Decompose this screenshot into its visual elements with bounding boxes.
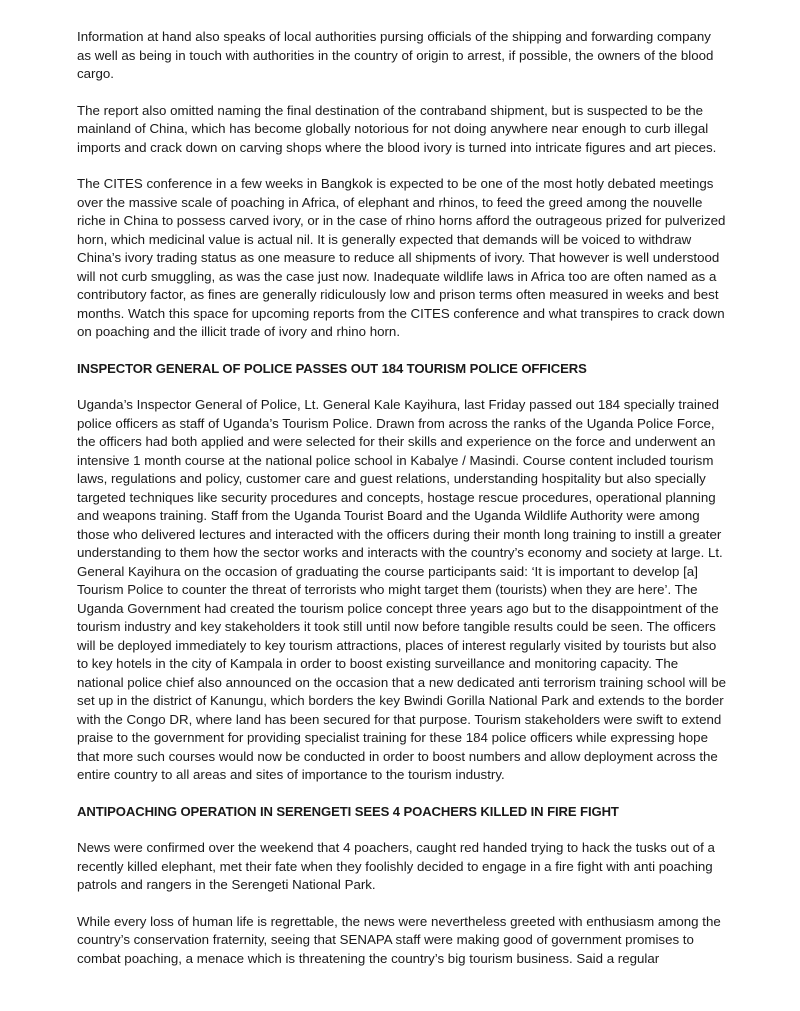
heading-serengeti-antipoaching: ANTIPOACHING OPERATION IN SERENGETI SEES 4 POACHERS KILLED IN FIRE FIGHT <box>77 803 619 819</box>
paragraph-poachers-killed: News were confirmed over the weekend that 4 poachers, caught red handed trying to hack the tusks out of a recently killed elephant, met their fate when they foolishly decided to engage in a fire fight with anti poaching patrols and rangers in the Serengeti National Park. <box>77 840 715 892</box>
document-page <box>77 28 727 986</box>
paragraph-cites-conference: The CITES conference in a few weeks in Bangkok is expected to be one of the most hotly debated meetings over the massive scale of poaching in Africa, of elephant and rhinos, to feed the greed among the nouvelle riche in China to possess carved ivory, or in the case of rhino horns afford the outrageous prized for pulverized horn, which medicinal value is actual nil. It is generally expected that demands will be voiced to withdraw China’s ivory trading status as one measure to reduce all shipments of ivory. That however is well understood will not curb smuggling, as was the case just now. Inadequate wildlife laws in Africa too are often named as a contributory factor, as fines are generally ridiculously low and prison terms often measured in weeks and best months. Watch this space for upcoming reports from the CITES conference and what transpires to crack down on poaching and the illicit trade of ivory and rhino horn. <box>77 176 726 339</box>
paragraph-final-destination: The report also omitted naming the final destination of the contraband shipment, but is suspected to be the mainland of China, which has become globally notorious for not doing anywhere near enough to curb illegal imports and crack down on carving shops where the blood ivory is turned into intricate figures and art pieces. <box>77 102 717 155</box>
paragraph-conservation-fraternity: While every loss of human life is regrettable, the news were nevertheless greeted with enthusiasm among the country’s conservation fraternity, seeing that SENAPA staff were making good of government promises to combat poaching, a menace which is threatening the country’s big tourism business. Said a regular <box>77 913 721 966</box>
heading-tourism-police: INSPECTOR GENERAL OF POLICE PASSES OUT 184 TOURISM POLICE OFFICERS <box>77 360 587 376</box>
paragraph-owners-blood-cargo: Information at hand also speaks of local authorities pursing officials of the shipping and forwarding company as well as being in touch with authorities in the country of origin to arrest, if possible, the owners of the blood cargo. <box>77 29 714 81</box>
paragraph-tourism-police: Uganda’s Inspector General of Police, Lt. General Kale Kayihura, last Friday passed out 184 specially trained police officers as staff of Uganda’s Tourism Police. Drawn from across the ranks of the Uganda Police Force, the officers had both applied and were selected for their skills and experience on the force and underwent an intensive 1 month course at the national police school in Kabalye / Masindi. Course content included tourism laws, regulations and policy, customer care and guest relations, understanding hospitality but also specially targeted techniques like security procedures and concepts, hostage rescue procedures, operational planning and weapons training. Staff from the Uganda Tourist Board and the Uganda Wildlife Authority were among those who delivered lectures and interacted with the officers during their month long training to instill a greater understanding to them how the sector works and interacts with the country’s economy and society at large. Lt. General Kayihura on the occasion of graduating the course participants said: ‘It is important to develop [a] Tourism Police to counter the threat of terrorists who might target them (tourists) when they are here’. The Uganda Government had created the tourism police concept three years ago but to the disappointment of the tourism industry and key stakeholders it took still until now before tangible results could be seen. The officers will be deployed immediately to key tourism attractions, places of interest regularly visited by tourists but also to key hotels in the city of Kampala in order to boost existing surveillance and monitoring capacity. The national police chief also announced on the occasion that a new dedicated anti terrorism training school will be set up in the district of Kanungu, which borders the key Bwindi Gorilla National Park and extends to the border with the Congo DR, where land has been secured for that purpose. Tourism stakeholders were swift to extend praise to the government for providing specialist training for these 184 police officers while expressing hope that more such courses would now be conducted in order to boost numbers and allow deployment across the entire country to all areas and sites of importance to the tourism industry. <box>77 397 726 782</box>
